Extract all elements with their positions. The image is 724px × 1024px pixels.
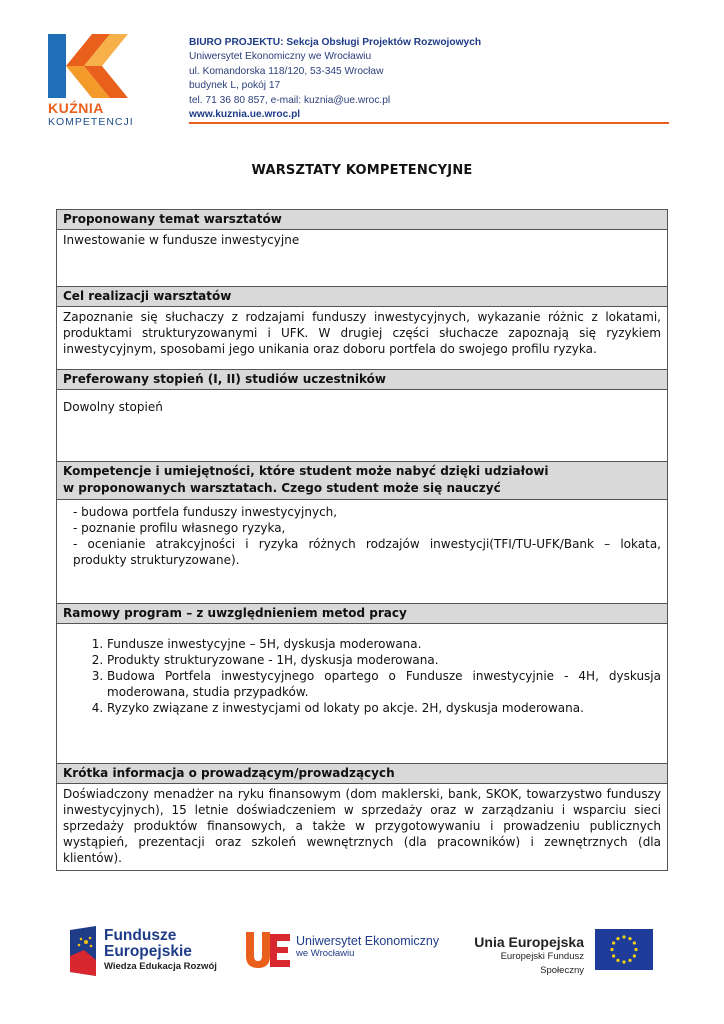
program-item: 3. Budowa Portfela inwestycyjnego opartego o Fundusze inwestycyjnie - 4H, dyskusja moderowana, studia przypadków. [107, 668, 661, 700]
topic-value: Inwestowanie w fundusze inwestycyjne [57, 230, 667, 287]
eu-logo-line2: Europejski Fundusz Społeczny [500, 951, 584, 976]
level-header: Preferowany stopień (I, II) studiów uczestników [57, 370, 667, 390]
uniwersytet-ekonomiczny-mark-icon [244, 930, 292, 970]
fundusze-europejskie-flag-icon [70, 926, 96, 976]
contact-address: ul. Komandorska 118/120, 53-345 Wrocław [189, 65, 384, 77]
workshop-form-table [56, 209, 668, 871]
competence-item: - budowa portfela funduszy inwestycyjnych, [73, 505, 338, 519]
kuznia-k-mark-icon [48, 34, 128, 98]
fe-logo-line1: Fundusze [104, 927, 177, 944]
ue-logo-line2: we Wrocławiu [296, 948, 355, 959]
logo-word-kuznia: KUŹNIA [48, 100, 104, 116]
competences-list [57, 500, 667, 604]
trainer-header: Krótka informacja o prowadzącym/prowadzących [57, 764, 667, 784]
program-item: 1. Fundusze inwestycyjne – 5H, dyskusja moderowana. [107, 636, 661, 652]
unia-europejska-logo [458, 934, 584, 978]
project-office-contact [189, 36, 481, 122]
contact-university: Uniwersytet Ekonomiczny we Wrocławiu [189, 51, 372, 63]
eu-flag-icon [595, 929, 653, 970]
fe-logo-line3: Wiedza Edukacja Rozwój [104, 961, 217, 972]
goal-text: Zapoznanie się słuchaczy z rodzajami funduszy inwestycyjnych, wykazanie różnic z lokatami, produktami strukturyzowanymi i UFK. W drugiej części słuchacze zapoznają się ryzykiem inwestycyjnym, sposobami jego unikania oraz doboru portfela do swojego profilu ryzyka. [63, 310, 661, 356]
program-header: Ramowy program – z uwzględnieniem metod pracy [57, 604, 667, 624]
document-title: WARSZTATY KOMPETENCYJNE [251, 163, 473, 178]
eu-logo-line1: Unia Europejska [474, 934, 584, 950]
goal-value [57, 307, 667, 370]
ue-logo-line1: Uniwersytet Ekonomiczny [296, 934, 440, 948]
contact-website-link[interactable]: www.kuznia.ue.wroc.pl [189, 109, 301, 121]
logo-word-kompetencji: KOMPETENCJI [48, 116, 134, 128]
program-list [63, 636, 661, 716]
topic-header: Proponowany temat warsztatów [57, 210, 667, 230]
competences-header-line2: w proponowanych warsztatach. Czego student może się nauczyć [63, 481, 501, 495]
header-divider [189, 122, 669, 124]
competence-item: - poznanie profilu własnego ryzyka, [73, 521, 286, 535]
fundusze-europejskie-logo [104, 928, 217, 974]
contact-building: budynek L, pokój 17 [189, 80, 281, 92]
competences-header-line1: Kompetencje i umiejętności, które student może nabyć dzięki udziałowi [63, 464, 549, 478]
goal-header: Cel realizacji warsztatów [57, 287, 667, 307]
contact-office-name: BIURO PROJEKTU: Sekcja Obsługi Projektów Rozwojowych [189, 37, 482, 48]
uniwersytet-ekonomiczny-logo [296, 934, 439, 960]
program-item: 4. Ryzyko związane z inwestycjami od lokaty po akcje. 2H, dyskusja moderowana. [107, 700, 661, 716]
trainer-value: Doświadczony menadżer na ryku finansowym (dom maklerski, bank, SKOK, towarzystwo funduszy inwestycyjnych), 15 letnie doświadczeniem w sprzedaży oraz w zarządzaniu i wsparciu sieci sprzedaży produktów finansowych, a także w przygotowywaniu i prowadzeniu publicznych wystąpień, prezentacji oraz szkoleń wewnętrznych (dla pracowników) i zewnętrznych (dla klientów). [63, 787, 661, 865]
level-value: Dowolny stopień [57, 390, 667, 462]
kuznia-logo [48, 34, 132, 128]
program-item: 2. Produkty strukturyzowane - 1H, dyskusja moderowana. [107, 652, 661, 668]
fe-logo-line2: Europejskie [104, 943, 192, 960]
competence-item: - ocenianie atrakcyjności i ryzyka różnych rodzajów inwestycji(TFI/TU-UFK/Bank – lokata, produkty strukturyzowane). [73, 537, 661, 567]
competences-header [57, 462, 667, 500]
program-list-cell [57, 624, 667, 764]
contact-phone-email: tel. 71 36 80 857, e-mail: kuznia@ue.wroc.pl [189, 94, 391, 106]
